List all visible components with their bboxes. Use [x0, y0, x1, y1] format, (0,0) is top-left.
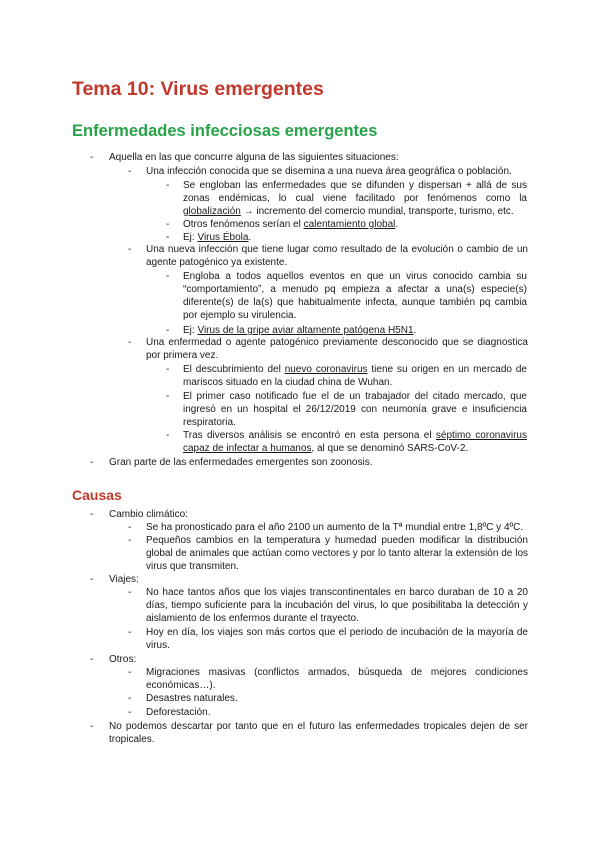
bullet-dash: -	[166, 430, 170, 441]
list-item-text: Desastres naturales.	[146, 693, 238, 704]
bullet-dash: -	[90, 457, 94, 468]
list-item-text: No hace tantos años que los viajes transcontinentales en barco duraban de 10 a 20 días, tiempo suficiente para la incubación del virus, lo que posibilitaba la detección y aislamiento de los enfermos durante el trayecto.	[146, 587, 528, 624]
list-item-text: Viajes:	[109, 574, 139, 585]
section-heading-emergentes: Enfermedades infecciosas emergentes	[72, 122, 378, 140]
link-virus-ebola[interactable]: Virus Ébola	[197, 232, 249, 243]
link-calentamiento-global[interactable]: calentamiento global	[303, 219, 396, 230]
section-heading-causas: Causas	[72, 487, 122, 503]
list-item-text: Otros:	[109, 654, 137, 665]
bullet-dash: -	[128, 166, 132, 177]
list-item-text: Deforestación.	[146, 707, 211, 718]
list-item-text: Una enfermedad o agente patogénico previamente desconocido que se diagnostica por primera vez.	[146, 337, 528, 361]
list-item-text: Tras diversos análisis se encontró en esta persona el séptimo coronavirus capaz de infectar a humanos, al que se denominó SARS-CoV-2.	[183, 430, 527, 454]
link-gripe-aviar[interactable]: Virus de la gripe aviar altamente patógena H5N1	[197, 325, 414, 336]
bullet-dash: -	[128, 337, 132, 348]
bullet-dash: -	[128, 522, 132, 533]
list-item-text: Gran parte de las enfermedades emergentes son zoonosis.	[109, 457, 373, 468]
bullet-dash: -	[128, 707, 132, 718]
link-globalizacion[interactable]: globalización	[183, 206, 241, 217]
list-item-text: Ej: Virus de la gripe aviar altamente patógena H5N1.	[183, 325, 417, 336]
list-item-text: Engloba a todos aquellos eventos en que un virus conocido cambia su “comportamiento”, a menudo pq empieza a afectar a una(s) especie(s) diferente(s) de la(s) que habitualmente infecta, aunque también pq cambia por ejemplo su virulencia.	[183, 271, 527, 321]
bullet-dash: -	[166, 271, 170, 282]
list-item-text: Aquella en las que concurre alguna de las siguientes situaciones:	[109, 152, 399, 163]
list-item-text: No podemos descartar por tanto que en el futuro las enfermedades tropicales dejen de ser tropicales.	[109, 721, 528, 745]
list-item-text: El descubrimiento del nuevo coronavirus tiene su origen en un mercado de mariscos situado en la ciudad china de Wuhan.	[183, 364, 527, 388]
list-item-text: Cambio climático:	[109, 509, 188, 520]
list-item-text: Se engloban las enfermedades que se difunden y dispersan + allá de sus zonas endémicas, lo cual viene facilitado por fenómenos como la globalización → incremento del comercio mundial, transporte, turismo, etc.	[183, 180, 527, 217]
bullet-dash: -	[166, 391, 170, 402]
bullet-dash: -	[128, 627, 132, 638]
bullet-dash: -	[90, 721, 94, 732]
link-septimo-coronavirus[interactable]: séptimo coronavirus capaz de infectar a humanos	[183, 430, 527, 454]
list-item-text: Una infección conocida que se disemina a una nueva área geográfica o población.	[146, 166, 512, 177]
title-name: Virus emergentes	[160, 78, 324, 100]
bullet-dash: -	[90, 574, 94, 585]
title-number: Tema 10:	[72, 78, 156, 100]
link-nuevo-coronavirus[interactable]: nuevo coronavirus	[284, 364, 368, 375]
bullet-dash: -	[90, 509, 94, 520]
list-item-text: Ej: Virus Ébola.	[183, 232, 252, 243]
bullet-dash: -	[128, 667, 132, 678]
bullet-dash: -	[128, 535, 132, 546]
list-item-text: Se ha pronosticado para el año 2100 un aumento de la Tª mundial entre 1,8ºC y 4ºC.	[146, 522, 524, 533]
bullet-dash: -	[166, 180, 170, 191]
bullet-dash: -	[90, 152, 94, 163]
bullet-dash: -	[128, 587, 132, 598]
bullet-dash: -	[166, 325, 170, 336]
list-item-text: Hoy en día, los viajes son más cortos que el periodo de incubación de la mayoría de virus.	[146, 627, 528, 651]
bullet-dash: -	[90, 654, 94, 665]
bullet-dash: -	[166, 364, 170, 375]
page-title	[72, 78, 324, 100]
bullet-dash: -	[128, 244, 132, 255]
list-item-text: Pequeños cambios en la temperatura y humedad pueden modificar la distribución global de animales que actúan como vectores y por lo tanto alterar la extensión de los virus que transmiten.	[146, 535, 528, 572]
bullet-dash: -	[128, 693, 132, 704]
bullet-dash: -	[166, 219, 170, 230]
list-item-text: Migraciones masivas (conflictos armados, búsqueda de mejores condiciones económicas…).	[146, 667, 528, 691]
list-item-text: Una nueva infección que tiene lugar como resultado de la evolución o cambio de un agente patogénico ya existente.	[146, 244, 528, 268]
list-item-text: El primer caso notificado fue el de un trabajador del citado mercado, que ingresó en un hospital el 26/12/2019 con neumonía grave e insuficiencia respiratoria.	[183, 391, 527, 428]
list-item-text: Otros fenómenos serían el calentamiento global.	[183, 219, 399, 230]
bullet-dash: -	[166, 232, 170, 243]
